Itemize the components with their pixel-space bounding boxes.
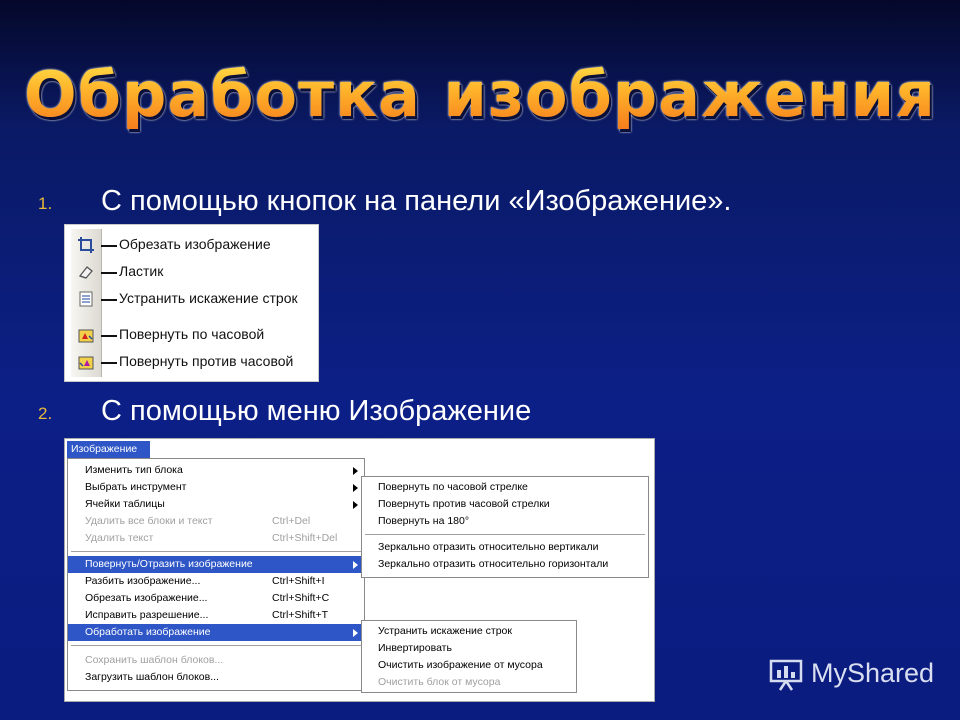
leader-line [101, 362, 117, 364]
bullet-1 [38, 185, 918, 225]
bullet-number: 2. [38, 404, 53, 423]
bullet-2 [38, 395, 918, 435]
submenu-arrow-icon [353, 484, 358, 492]
leader-line [101, 335, 117, 337]
toolbar-item-label: Обрезать изображение [119, 236, 271, 252]
submenu-separator [365, 534, 645, 535]
menu-item-label: Удалить текст [85, 532, 154, 544]
submenu-item-label: Очистить изображение от мусора [378, 659, 543, 671]
leader-line [101, 299, 117, 301]
menu-item-shortcut: Ctrl+Shift+T [272, 609, 329, 621]
toolbar-item-label: Повернуть против часовой [119, 353, 294, 369]
logo-text: MyShared [811, 658, 935, 688]
menu-item-label: Исправить разрешение... [85, 609, 209, 621]
bullet-text: С помощью кнопок на панели «Изображение». [101, 185, 732, 217]
toolbar-item-label: Устранить искажение строк [119, 290, 298, 306]
toolbar-item-rotate-ccw[interactable] [65, 350, 318, 374]
toolbar-item-label: Повернуть по часовой [119, 326, 265, 342]
slide-title: Обработка изображения [0, 58, 960, 131]
submenu-item-label: Повернуть на 180° [378, 515, 470, 527]
bullet-number: 1. [38, 194, 53, 213]
menu-item-load-block-template[interactable] [68, 669, 364, 686]
menu-item-label: Загрузить шаблон блоков... [85, 671, 219, 683]
menu-item-label: Сохранить шаблон блоков... [85, 654, 224, 666]
rotate-cw-icon [77, 326, 95, 344]
menu-item-shortcut: Ctrl+Shift+C [272, 592, 330, 604]
menu-separator [71, 551, 361, 552]
menu-title-image[interactable]: Изображение [67, 441, 150, 458]
menu-item-label: Ячейки таблицы [85, 498, 165, 510]
toolbar-item-deskew[interactable] [65, 287, 318, 311]
toolbar-item-crop[interactable] [65, 233, 318, 257]
rotate-flip-submenu [361, 476, 649, 578]
image-menu-screenshot [64, 438, 655, 702]
presentation-board-icon [768, 658, 804, 692]
menu-item-label: Повернуть/Отразить изображение [85, 558, 253, 570]
submenu-arrow-icon [353, 561, 358, 569]
menu-item-label: Разбить изображение... [85, 575, 201, 587]
submenu-item-label: Зеркально отразить относительно горизонтали [378, 558, 609, 570]
menu-item-label: Обрезать изображение... [85, 592, 208, 604]
bullet-text: С помощью меню Изображение [101, 395, 532, 427]
submenu-item-label: Устранить искажение строк [378, 625, 512, 637]
image-menu-dropdown [67, 458, 365, 691]
submenu-item-label: Повернуть против часовой стрелки [378, 498, 550, 510]
menu-item-shortcut: Ctrl+Shift+Del [272, 532, 338, 544]
submenu-arrow-icon [353, 629, 358, 637]
menu-item-shortcut: Ctrl+Shift+I [272, 575, 325, 587]
leader-line [101, 245, 117, 247]
menu-item-change-block-type[interactable] [68, 462, 364, 479]
menu-item-table-cells[interactable] [68, 496, 364, 513]
eraser-icon [77, 263, 95, 281]
submenu-item-label: Зеркально отразить относительно вертикали [378, 541, 599, 553]
menu-item-save-block-template[interactable] [68, 652, 364, 669]
menu-item-label: Обработать изображение [85, 626, 211, 638]
leader-line [101, 272, 117, 274]
menu-item-rotate-flip[interactable] [68, 556, 364, 573]
rotate-ccw-icon [77, 353, 95, 371]
crop-icon [77, 236, 95, 254]
menu-item-select-tool[interactable] [68, 479, 364, 496]
menu-item-label: Изменить тип блока [85, 464, 183, 476]
image-toolbar-panel [64, 224, 319, 382]
menu-item-label: Выбрать инструмент [85, 481, 187, 493]
submenu-arrow-icon [353, 467, 358, 475]
menu-item-process-image[interactable] [68, 624, 364, 641]
submenu-item-label: Повернуть по часовой стрелке [378, 481, 528, 493]
toolbar-item-eraser[interactable] [65, 260, 318, 284]
menu-item-delete-text[interactable] [68, 530, 364, 547]
submenu-item-label: Инвертировать [378, 642, 452, 654]
menu-item-fix-resolution[interactable] [68, 607, 364, 624]
myshared-logo [768, 656, 948, 696]
deskew-icon [77, 290, 95, 308]
menu-item-shortcut: Ctrl+Del [272, 515, 311, 527]
menu-separator [71, 645, 361, 646]
menu-item-crop-image[interactable] [68, 590, 364, 607]
menu-item-split-image[interactable] [68, 573, 364, 590]
menu-item-delete-all-blocks[interactable] [68, 513, 364, 530]
submenu-arrow-icon [353, 501, 358, 509]
process-image-submenu [361, 620, 577, 693]
submenu-item-label: Очистить блок от мусора [378, 676, 501, 688]
toolbar-item-label: Ластик [119, 263, 164, 279]
toolbar-item-rotate-cw[interactable] [65, 323, 318, 347]
menu-item-label: Удалить все блоки и текст [85, 515, 213, 527]
